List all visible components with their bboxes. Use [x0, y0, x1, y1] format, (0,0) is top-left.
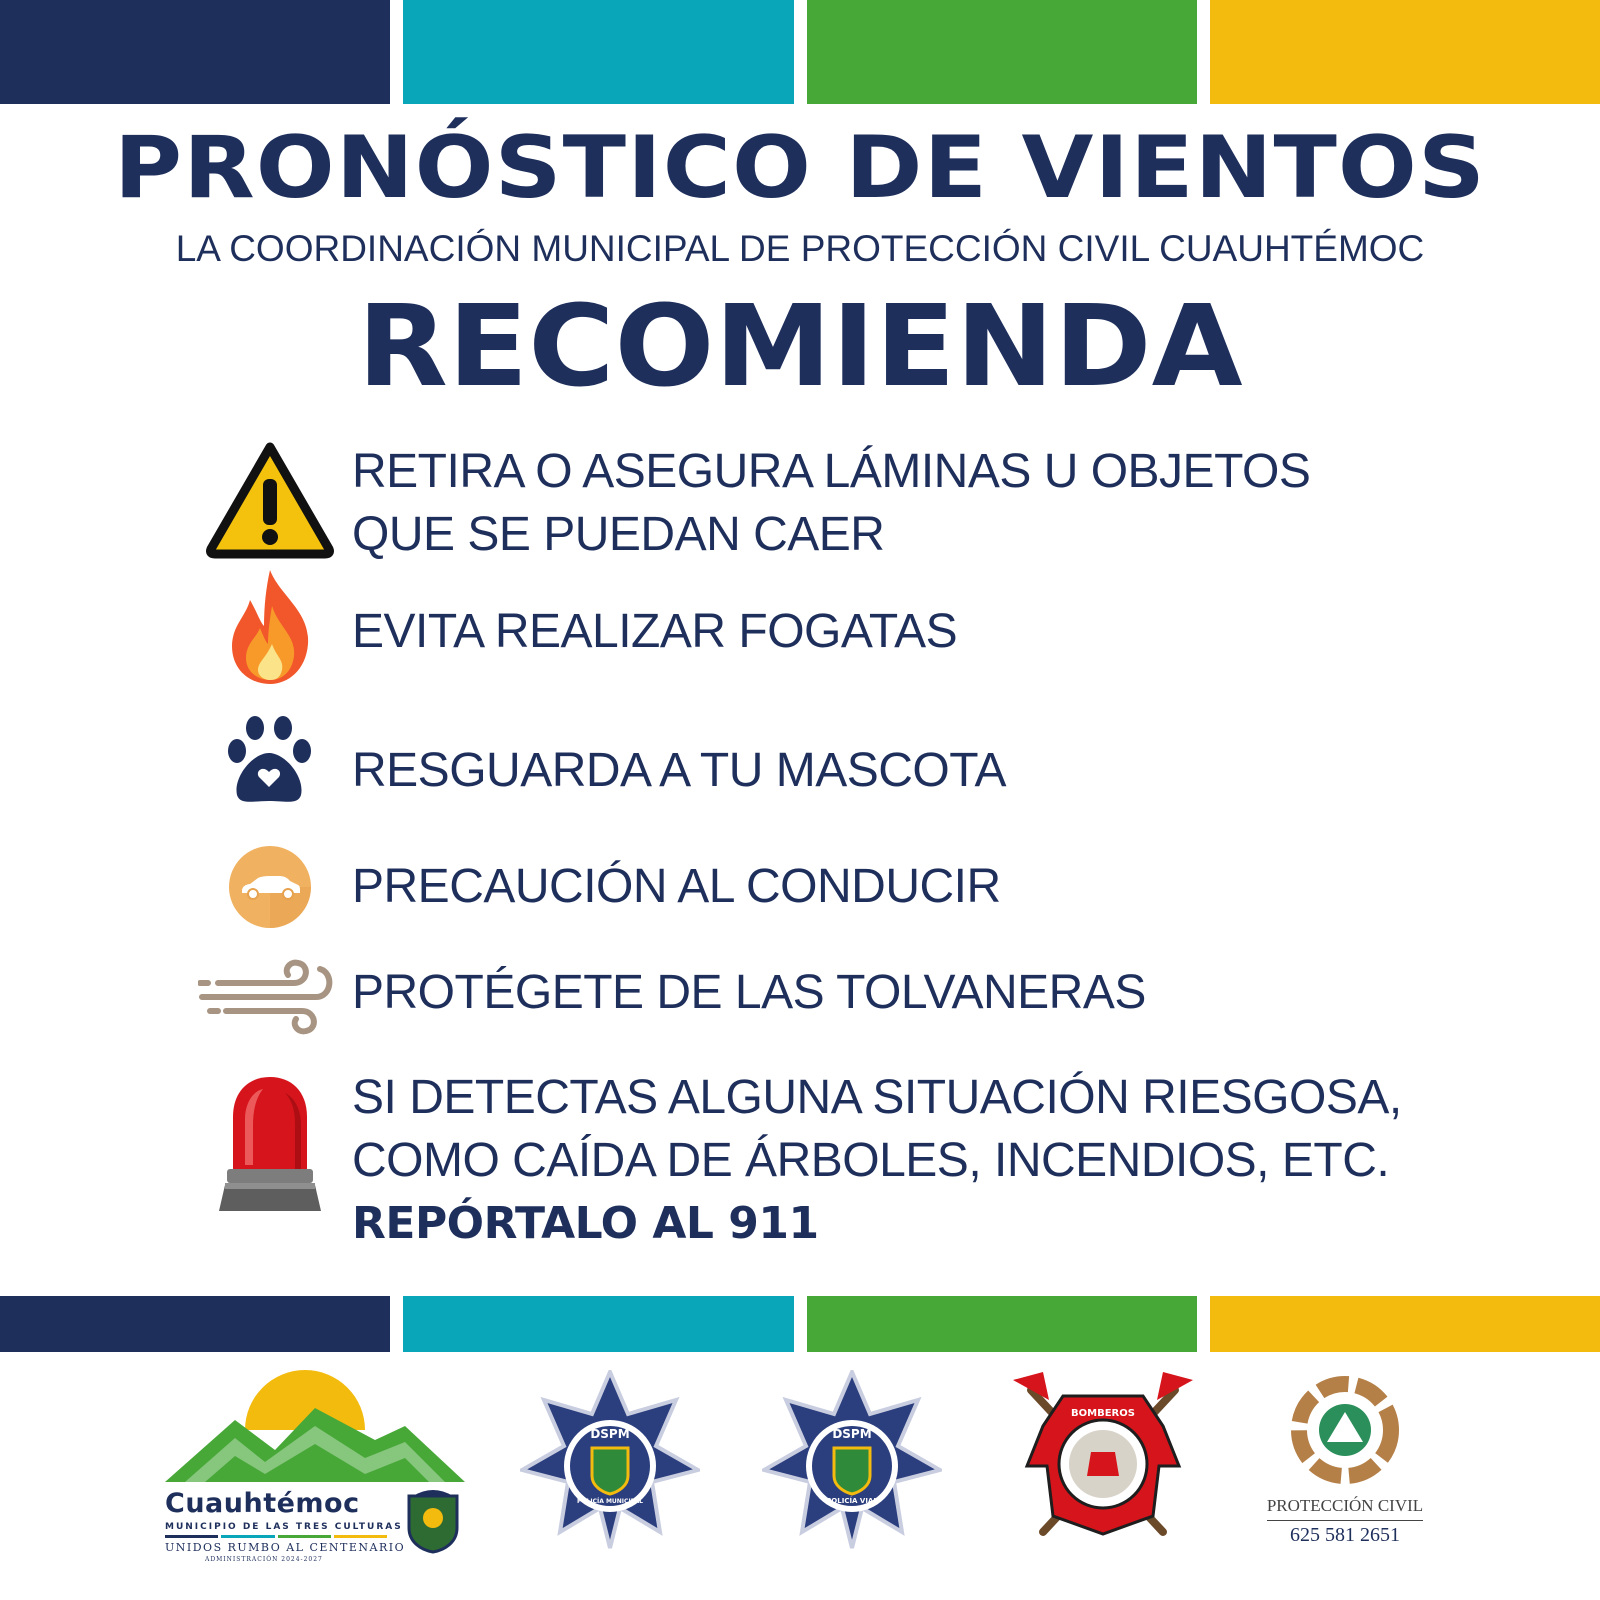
recommendation-text: RESGUARDA A TU MASCOTA: [352, 744, 1007, 797]
band-yellow: [1210, 1296, 1600, 1352]
band-green: [807, 0, 1197, 104]
page-subtitle: LA COORDINACIÓN MUNICIPAL DE PROTECCIÓN CIVIL CUAUHTÉMOC: [175, 228, 1425, 269]
page-title: PRONÓSTICO DE VIENTOS: [114, 118, 1486, 218]
band-yellow: [1210, 0, 1600, 104]
bottom-color-band: [0, 1296, 1600, 1352]
recommendation-item: [200, 566, 1500, 686]
recommendation-item: [200, 715, 1500, 815]
recommendation-item: [200, 845, 1500, 935]
municipality-name: Cuauhtémoc: [165, 1488, 360, 1519]
band-teal: [403, 1296, 793, 1352]
municipality-motto: UNIDOS RUMBO AL CENTENARIO: [165, 1541, 406, 1554]
coat-of-arms-icon: [405, 1488, 461, 1554]
band-green: [807, 1296, 1197, 1352]
siren-icon: [200, 1073, 340, 1213]
recommendation-text: QUE SE PUEDAN CAER: [352, 508, 885, 561]
wind-icon: [196, 955, 336, 1035]
police-badge-bottom: POLICÍA MUNICIPAL: [577, 1498, 643, 1505]
municipality-color-stripe: [165, 1535, 387, 1538]
band-navy: [0, 1296, 390, 1352]
recommendation-text: SI DETECTAS ALGUNA SITUACIÓN RIESGOSA,: [352, 1071, 1402, 1124]
recommendation-item: [200, 1071, 1500, 1275]
fire-icon: [200, 566, 340, 686]
report-911-text: REPÓRTALO AL 911: [352, 1198, 819, 1249]
vial-police-badge-logo: [762, 1370, 942, 1550]
vial-badge-bottom: POLICÍA VIAL: [826, 1497, 878, 1505]
police-badge-top: DSPM: [590, 1427, 630, 1441]
civil-protection-divider: [1267, 1520, 1423, 1521]
page-headline: RECOMIENDA: [357, 282, 1243, 412]
vial-badge-top: DSPM: [832, 1427, 872, 1441]
recommendation-text: COMO CAÍDA DE ÁRBOLES, INCENDIOS, ETC.: [352, 1134, 1390, 1187]
firefighters-logo: [1003, 1366, 1203, 1546]
civil-protection-phone: 625 581 2651: [1290, 1524, 1400, 1546]
recommendation-text: RETIRA O ASEGURA LÁMINAS U OBJETOS: [352, 445, 1311, 498]
car-icon: [200, 845, 340, 929]
footer-logos: [0, 1370, 1600, 1590]
recommendation-text: PRECAUCIÓN AL CONDUCIR: [352, 860, 1001, 913]
civil-protection-logo: [1255, 1370, 1435, 1560]
recommendation-text: EVITA REALIZAR FOGATAS: [352, 605, 958, 658]
recommendation-item: [200, 440, 1500, 570]
recommendation-text: PROTÉGETE DE LAS TOLVANERAS: [352, 966, 1146, 1019]
mountains-sun-icon: [165, 1370, 465, 1490]
recommendation-item: [200, 955, 1500, 1035]
municipality-tagline: MUNICIPIO DE LAS TRES CULTURAS: [165, 1522, 403, 1532]
civil-protection-emblem-icon: [1285, 1370, 1405, 1490]
municipality-logo: [165, 1370, 465, 1570]
top-color-band: [0, 0, 1600, 104]
band-teal: [403, 0, 793, 104]
paw-icon: [200, 715, 340, 805]
civil-protection-label: PROTECCIÓN CIVIL: [1266, 1496, 1424, 1515]
warning-icon: [200, 440, 340, 560]
municipality-administration: ADMINISTRACIÓN 2024-2027: [205, 1556, 323, 1563]
band-navy: [0, 0, 390, 104]
firefighters-label: BOMBEROS: [1071, 1408, 1135, 1419]
police-badge-logo: [520, 1370, 700, 1550]
